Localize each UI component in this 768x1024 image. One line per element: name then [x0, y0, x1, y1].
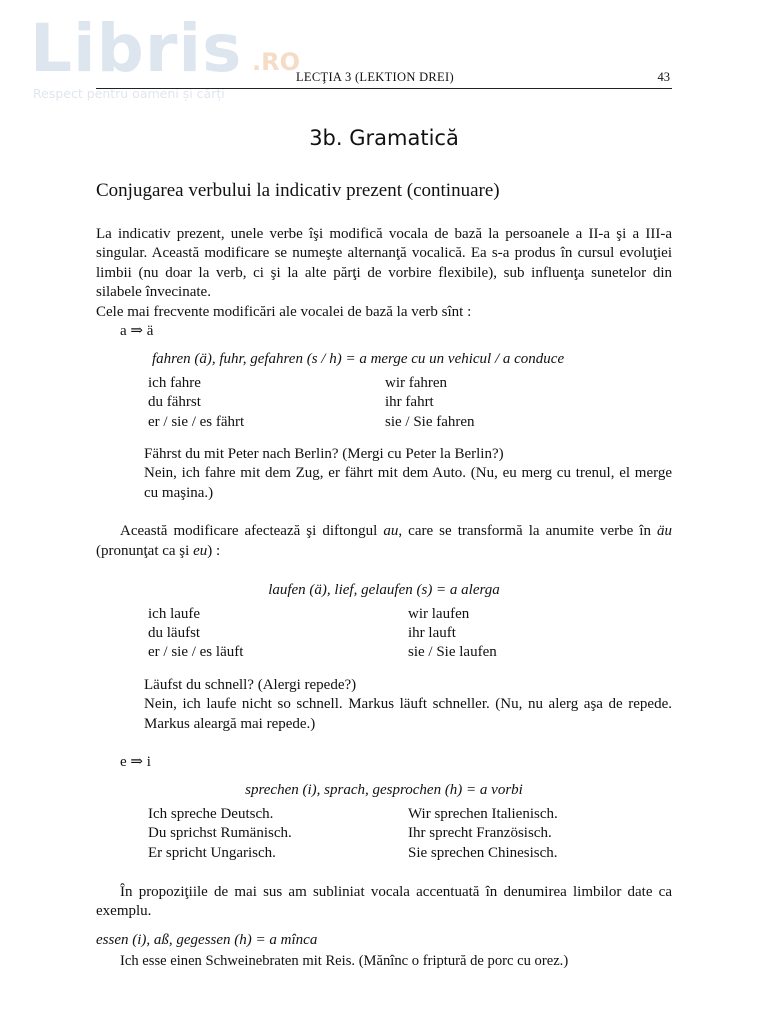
laufen-example-1: Läufst du schnell? (Alergi repede?) [144, 676, 357, 693]
fahren-example-1: Fährst du mit Peter nach Berlin? (Mergi cu Peter la Berlin?) [144, 446, 504, 463]
sprechen-conjugation-table [148, 805, 558, 863]
closing-paragraph: În propoziţiile de mai sus am subliniat vocala accentuată în denumirea limbilor date ca exemplu. [96, 883, 672, 920]
fahren-conjugation-table [148, 374, 475, 432]
section-subtitle: Conjugarea verbului la indicativ prezent (continuare) [96, 180, 500, 201]
rule-a-umlaut: a ⇒ ä [120, 323, 154, 340]
intro-list-lead: Cele mai frecvente modificări ale vocalei de bază la verb sînt : [96, 303, 472, 320]
laufen-conjugation-table [148, 605, 497, 663]
table-row: du fährst ihr fahrt [148, 394, 434, 411]
laufen-example-2: Nein, ich laufe nicht so schnell. Markus läuft schneller. (Nu, nu alerg aşa de repede. Markus aleargă mai repede.) [144, 696, 672, 732]
essen-formula: essen (i), aß, gegessen (h) = a mînca [96, 931, 318, 948]
rule-e-to-i: e ⇒ i [120, 753, 151, 770]
page-number: 43 [657, 70, 670, 84]
running-title: LECŢIA 3 (LEKTION DREI) [296, 70, 454, 84]
watermark-tagline: Respect pentru oameni și cărți [33, 86, 225, 101]
diphthong-paragraph: Această modificare afectează şi diftongul au, care se transformă la anumite verbe în äu (pronunţat ca şi eu) : [96, 523, 672, 559]
table-row: er / sie / es läuft sie / Sie laufen [148, 644, 497, 661]
table-row: Du sprichst Rumänisch. Ihr sprecht Französisch. [148, 825, 552, 842]
watermark-suffix: .RO [252, 48, 300, 76]
intro-paragraph: La indicativ prezent, unele verbe îşi modifică vocala de bază la persoanele a II-a şi a III-a singular. Această modificare se numeşte alternanţă vocalică. Ea s-a produs în cursul evoluţiei limbii (nu doar la verb, ci şi la alte părţi de vorbire flexibile), sub influenţa sunetelor din silabele învecinate. [96, 226, 672, 301]
table-row: ich fahre wir fahren [148, 374, 448, 391]
table-row: Ich spreche Deutsch. Wir sprechen Italienisch. [148, 805, 558, 822]
table-row: Er spricht Ungarisch. Sie sprechen Chinesisch. [148, 844, 558, 861]
fahren-example-2: Nein, ich fahre mit dem Zug, er fährt mit dem Auto. (Nu, eu merg cu trenul, el merge cu maşina.) [144, 465, 672, 501]
table-row: ich laufe wir laufen [148, 605, 470, 622]
running-header [96, 70, 672, 89]
table-row: er / sie / es fährt sie / Sie fahren [148, 413, 475, 430]
sprechen-formula: sprechen (i), sprach, gesprochen (h) = a vorbi [245, 782, 523, 799]
table-row: du läufst ihr lauft [148, 624, 456, 641]
laufen-formula: laufen (ä), lief, gelaufen (s) = a alerga [268, 582, 500, 599]
fahren-formula: fahren (ä), fuhr, gefahren (s / h) = a merge cu un vehicul / a conduce [152, 351, 565, 368]
page-content [96, 225, 672, 972]
watermark-logo: Libris [30, 10, 243, 87]
section-title: 3b. Gramatică [309, 126, 459, 150]
essen-example: Ich esse einen Schweinebraten mit Reis. (Mănînc o friptură de porc cu orez.) [120, 953, 569, 970]
